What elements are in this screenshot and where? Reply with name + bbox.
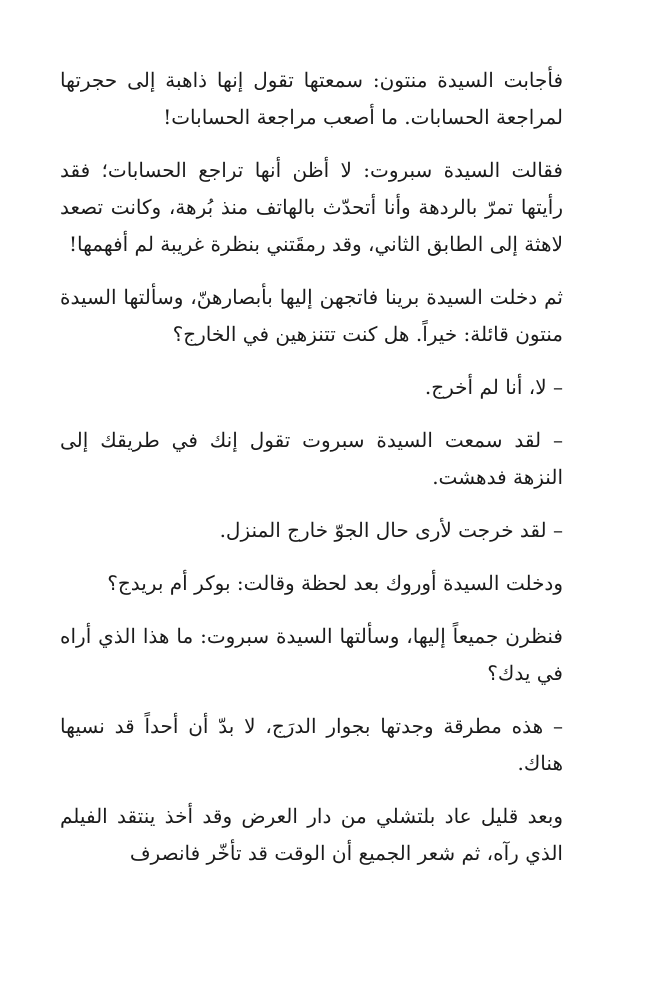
paragraph-10: وبعد قليل عاد بلتشلي من دار العرض وقد أخذ ينتقد الفيلم الذي رآه، ثم شعر الجميع أن الوقت قد تأخّر فانصرف (60, 804, 563, 865)
paragraph-3: ثم دخلت السيدة برينا فاتجهن إليها بأبصارهنّ، وسألتها السيدة منتون قائلة: خيراً. هل كنت تتنزهين في الخارج؟ (60, 285, 563, 346)
paragraph-2: فقالت السيدة سبروت: لا أظن أنها تراجع الحسابات؛ فقد رأيتها تمرّ بالردهة وأنا أتحدّث بالهاتف منذ بُرهة، وكانت تصعد لاهثة إلى الطابق الثاني، وقد رمقَتني بنظرة غريبة لم أفهمها! (60, 158, 563, 256)
paragraph-6: – لقد خرجت لأرى حال الجوّ خارج المنزل. (219, 518, 563, 542)
paragraph-4: – لا، أنا لم أخرج. (424, 375, 563, 399)
paragraph-7: ودخلت السيدة أوروك بعد لحظة وقالت: بوكر أم بريدج؟ (107, 571, 563, 595)
paragraph-1: فأجابت السيدة منتون: سمعتها تقول إنها ذاهبة إلى حجرتها لمراجعة الحسابات. ما أصعب مراجعة الحسابات! (60, 68, 563, 129)
paragraph-9: – هذه مطرقة وجدتها بجوار الدرَج، لا بدّ أن أحداً قد نسيها هناك. (60, 714, 563, 775)
paragraph-5: – لقد سمعت السيدة سبروت تقول إنك في طريقك إلى النزهة فدهشت. (60, 428, 563, 489)
paragraph-8: فنظرن جميعاً إليها، وسألتها السيدة سبروت: ما هذا الذي أراه في يدك؟ (60, 624, 563, 685)
